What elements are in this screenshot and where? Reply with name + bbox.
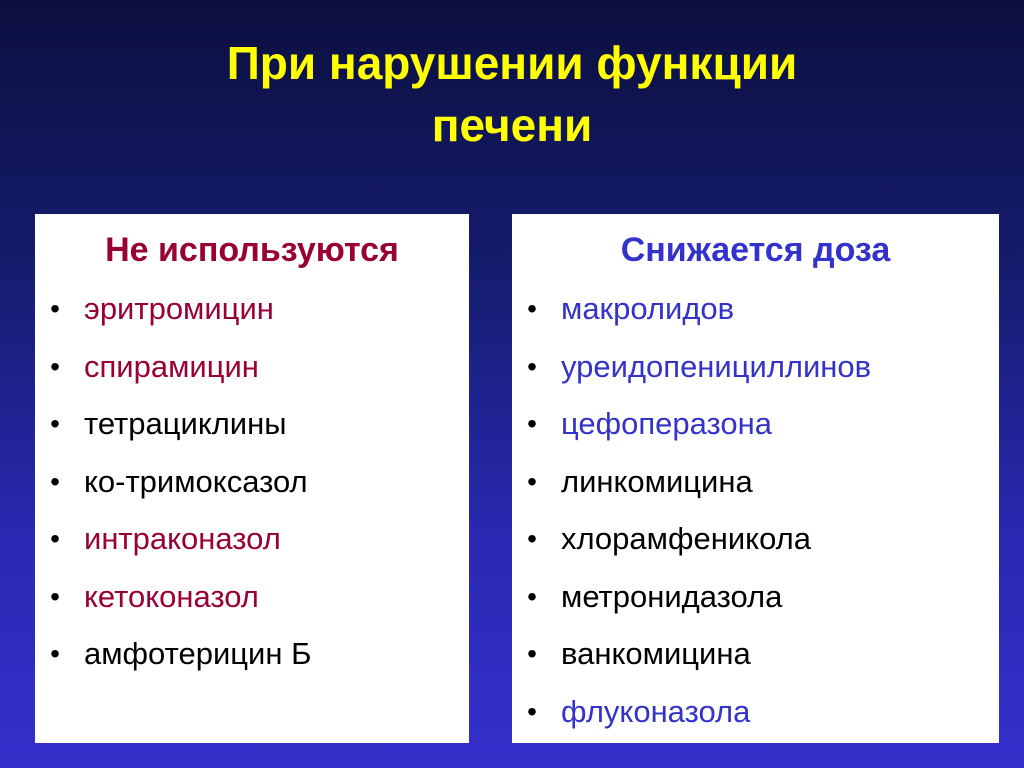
dose-reduced-item xyxy=(512,574,999,632)
bullet-icon: • xyxy=(527,523,537,554)
item-label: амфотерицин Б xyxy=(84,636,312,671)
slide-title-line-2: печени xyxy=(431,99,593,151)
slide-title xyxy=(0,32,1024,156)
dose-reduced-item xyxy=(512,689,999,747)
item-label: линкомицина xyxy=(561,463,753,499)
bullet-icon: • xyxy=(50,580,60,612)
bullet-icon: • xyxy=(50,465,60,497)
bullet-icon: • xyxy=(50,350,60,382)
item-label: кетоконазол xyxy=(84,578,259,614)
dose-reduced-panel xyxy=(512,214,999,743)
bullet-icon: • xyxy=(50,523,60,554)
not-used-heading: Не используются xyxy=(105,231,399,269)
not-used-item xyxy=(35,286,469,344)
bullet-icon: • xyxy=(527,465,537,497)
item-label: тетрациклины xyxy=(84,406,287,441)
item-label: метронидазола xyxy=(561,578,783,614)
bullet-icon: • xyxy=(527,408,537,439)
not-used-item xyxy=(35,344,469,402)
bullet-icon: • xyxy=(50,408,60,439)
not-used-item xyxy=(35,516,469,574)
bullet-icon: • xyxy=(527,580,537,612)
not-used-list xyxy=(35,286,469,689)
slide-title-line-1: При нарушении функции xyxy=(226,37,798,89)
bullet-icon: • xyxy=(527,695,537,727)
dose-reduced-item xyxy=(512,631,999,689)
item-label: интраконазол xyxy=(84,521,281,556)
bullet-icon: • xyxy=(527,293,537,324)
not-used-item xyxy=(35,631,469,689)
dose-reduced-item xyxy=(512,401,999,459)
item-label: хлорамфеникола xyxy=(561,521,811,556)
item-label: ко-тримоксазол xyxy=(84,463,308,499)
bullet-icon: • xyxy=(50,293,60,324)
item-label: ванкомицина xyxy=(561,636,751,671)
item-label: спирамицин xyxy=(84,348,259,384)
item-label: макролидов xyxy=(561,291,735,326)
dose-reduced-heading: Снижается доза xyxy=(620,231,891,269)
dose-reduced-item xyxy=(512,286,999,344)
dose-reduced-list xyxy=(512,286,999,746)
item-label: флуконазола xyxy=(561,693,751,729)
bullet-icon: • xyxy=(527,638,537,669)
dose-reduced-item xyxy=(512,516,999,574)
bullet-icon: • xyxy=(527,350,537,382)
not-used-item xyxy=(35,459,469,517)
not-used-item xyxy=(35,401,469,459)
item-label: уреидопенициллинов xyxy=(561,348,872,384)
dose-reduced-item xyxy=(512,344,999,402)
bullet-icon: • xyxy=(50,638,60,669)
not-used-item xyxy=(35,574,469,632)
not-used-panel xyxy=(35,214,469,743)
item-label: эритромицин xyxy=(84,291,274,326)
item-label: цефоперазона xyxy=(561,406,773,441)
dose-reduced-item xyxy=(512,459,999,517)
